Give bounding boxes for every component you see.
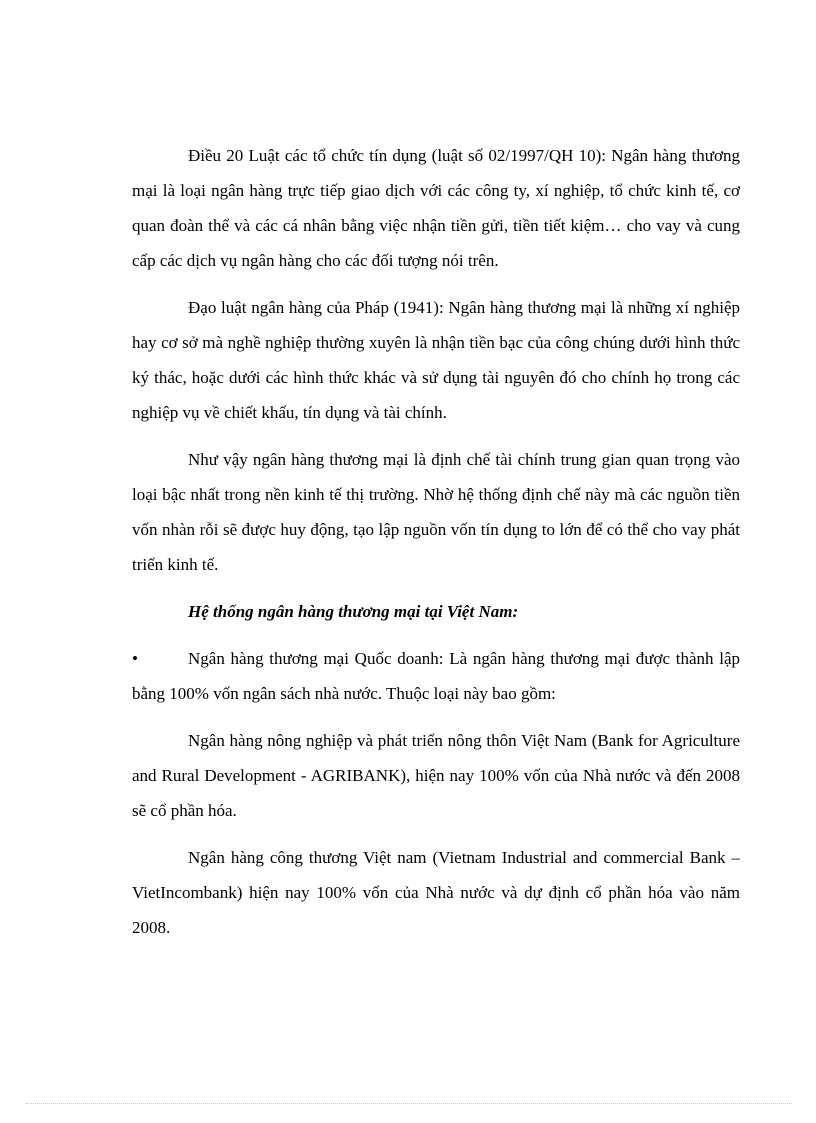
paragraph-french-law-definition: Đạo luật ngân hàng của Pháp (1941): Ngân hàng thương mại là những xí nghiệp hay cơ sở mà nghề nghiệp thường xuyên là nhận tiền bạc của công chúng dưới hình thức ký thác, hoặc dưới các hình thức khác và sử dụng tài nguyên đó cho chính họ trong các nghiệp vụ về chiết khấu, tín dụng và tài chính. [132,298,740,422]
bullet-icon: • [132,649,138,668]
section-heading: Hệ thống ngân hàng thương mại tại Việt Nam: [188,602,519,621]
paragraph-vietincombank: Ngân hàng công thương Việt nam (Vietnam Industrial and commercial Bank – VietIncombank) hiện nay 100% vốn của Nhà nước và dự định cổ phần hóa vào năm 2008. [132,848,740,937]
bullet-item-state-owned-banks [132,641,740,711]
page-bottom-divider [26,1103,792,1104]
paragraph-agribank: Ngân hàng nông nghiệp và phát triển nông thôn Việt Nam (Bank for Agriculture and Rural Development - AGRIBANK), hiện nay 100% vốn của Nhà nước và đến 2008 sẽ cổ phần hóa. [132,731,740,820]
paragraph-summary: Như vậy ngân hàng thương mại là định chế tài chính trung gian quan trọng vào loại bậc nhất trong nền kinh tế thị trường. Nhờ hệ thống định chế này mà các nguồn tiền vốn nhàn rỗi sẽ được huy động, tạo lập nguồn vốn tín dụng to lớn để có thể cho vay phát triển kinh tế. [132,450,740,574]
bullet-item-text: Ngân hàng thương mại Quốc doanh: Là ngân hàng thương mại được thành lập bằng 100% vốn ngân sách nhà nước. Thuộc loại này bao gồm: [132,649,740,703]
paragraph-law-definition: Điều 20 Luật các tổ chức tín dụng (luật số 02/1997/QH 10): Ngân hàng thương mại là loại ngân hàng trực tiếp giao dịch với các công ty, xí nghiệp, tổ chức kinh tế, cơ quan đoàn thể và các cá nhân bằng việc nhận tiền gửi, tiền tiết kiệm… cho vay và cung cấp các dịch vụ ngân hàng cho các đối tượng nói trên. [132,146,740,270]
document-body [132,138,740,957]
